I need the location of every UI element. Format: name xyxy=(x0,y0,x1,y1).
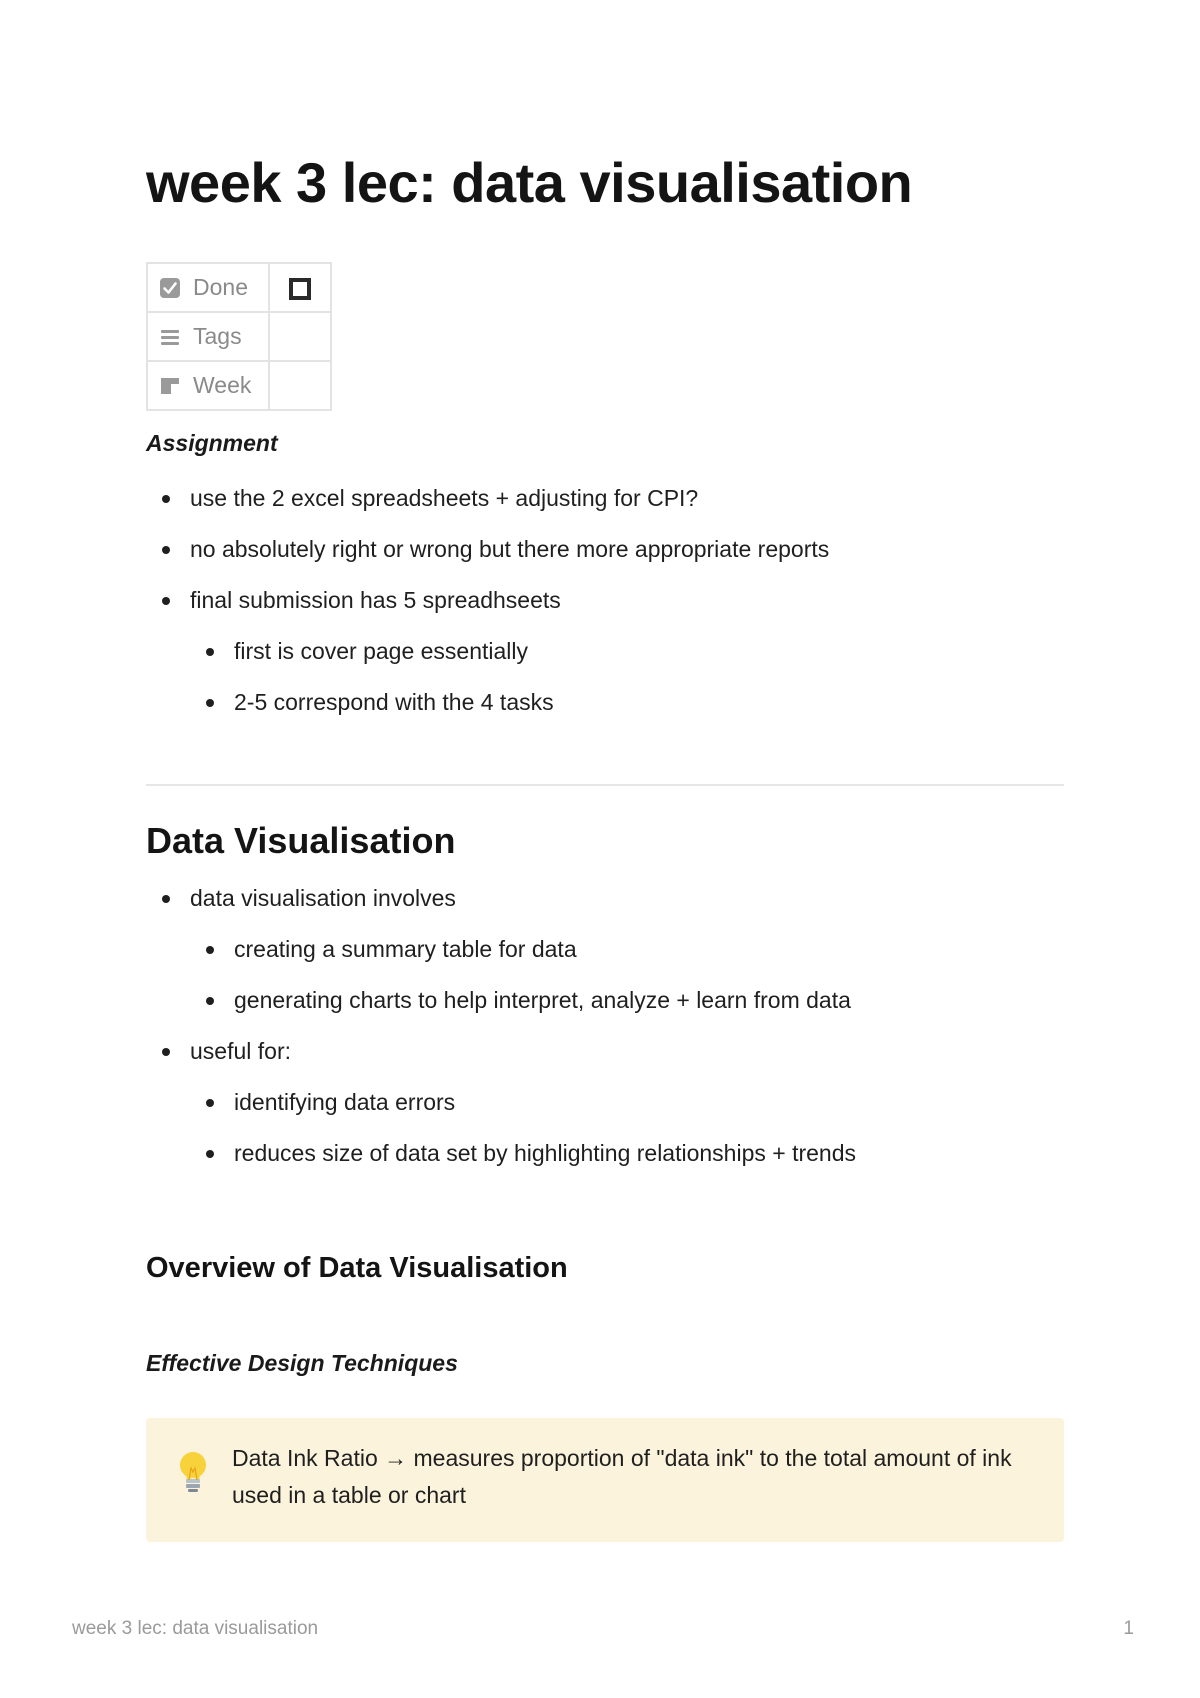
list-item: reduces size of data set by highlighting relationships + trends xyxy=(146,1137,1064,1169)
done-checkbox[interactable] xyxy=(289,278,311,300)
property-label-done: Done xyxy=(193,274,248,300)
list-item: creating a summary table for data xyxy=(146,933,1064,965)
assignment-list xyxy=(146,482,1064,718)
week-value[interactable] xyxy=(269,361,331,410)
callout-text: Data Ink Ratio → measures proportion of "data ink" to the total amount of ink used in a table or chart xyxy=(232,1445,1012,1508)
effective-design-heading: Effective Design Techniques xyxy=(146,1350,458,1376)
lightbulb-icon xyxy=(176,1450,210,1496)
page-title: week 3 lec: data visualisation xyxy=(146,151,913,214)
overview-heading: Overview of Data Visualisation xyxy=(146,1252,568,1284)
list-item: use the 2 excel spreadsheets + adjusting for CPI? xyxy=(146,482,1064,514)
property-label-tags: Tags xyxy=(193,323,242,349)
callout-block xyxy=(146,1418,1064,1542)
list-item: data visualisation involves xyxy=(146,882,1064,914)
checkbox-property-icon xyxy=(159,277,181,299)
property-row-tags xyxy=(147,312,331,361)
property-row-done xyxy=(147,263,331,312)
page-number: 1 xyxy=(1123,1618,1134,1639)
list-item: no absolutely right or wrong but there more appropriate reports xyxy=(146,533,1064,565)
properties-table xyxy=(146,262,332,411)
list-item: generating charts to help interpret, analyze + learn from data xyxy=(146,984,1064,1016)
list-item: identifying data errors xyxy=(146,1086,1064,1118)
select-property-icon xyxy=(159,375,181,397)
property-row-week xyxy=(147,361,331,410)
list-item: 2-5 correspond with the 4 tasks xyxy=(146,686,1064,718)
data-visualisation-list xyxy=(146,882,1064,1169)
list-item: useful for: xyxy=(146,1035,1064,1067)
list-item: final submission has 5 spreadhseets xyxy=(146,584,1064,616)
multi-select-property-icon xyxy=(159,326,181,348)
assignment-heading: Assignment xyxy=(146,430,278,456)
divider xyxy=(146,784,1064,786)
property-label-week: Week xyxy=(193,372,252,398)
tags-value[interactable] xyxy=(269,312,331,361)
list-item: first is cover page essentially xyxy=(146,635,1064,667)
footer-title: week 3 lec: data visualisation xyxy=(72,1618,319,1639)
data-visualisation-heading: Data Visualisation xyxy=(146,820,456,861)
